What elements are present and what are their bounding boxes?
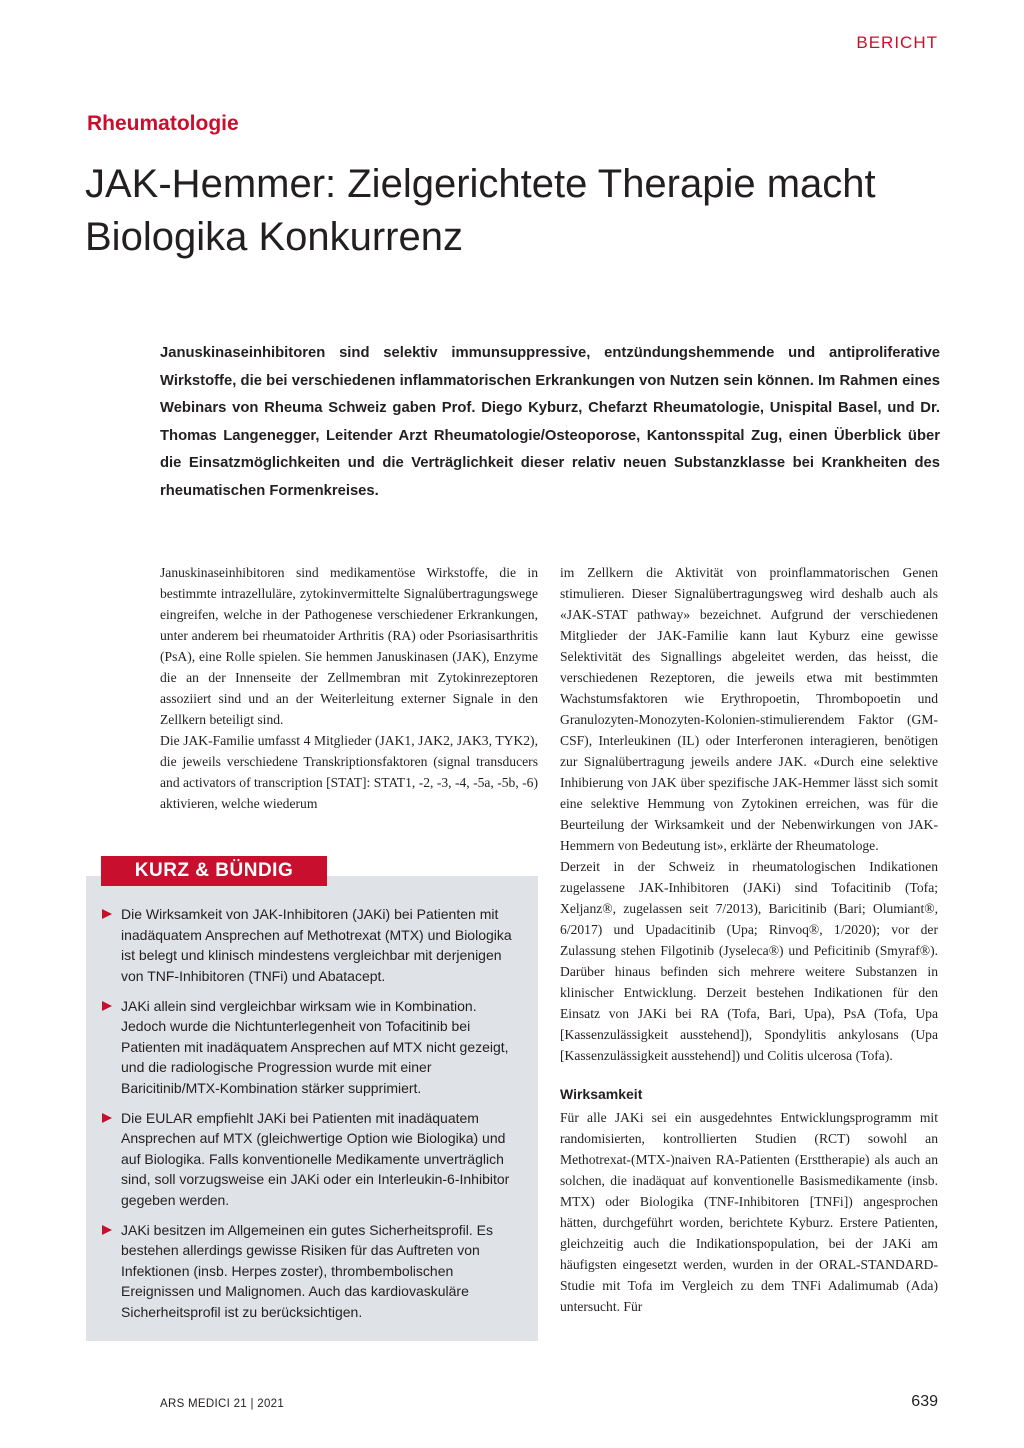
body-paragraph: Januskinaseinhibitoren sind medikamentöse Wirkstoffe, die in bestimmte intrazelluläre, zytokinvermittelte Signalübertragungswege eingreifen, welche in der Pathogenese verschiedener Erkrankungen, unter anderem bei rheumatoider Arthritis (RA) oder Psoriasisarthritis (PsA), eine Rolle spielen. Sie hemmen Januskinasen (JAK), Enzyme die an der Innenseite der Zellmembran mit Zytokinrezeptoren assoziiert sind und an der Weiterleitung externer Signale in den Zellkern beteiligt sind. <box>160 565 538 727</box>
triangle-right-icon <box>102 1113 112 1123</box>
body-paragraph: Derzeit in der Schweiz in rheumatologischen Indikationen zugelassene JAK-Inhibitoren (JAKi) sind Tofacitinib (Tofa; Xeljanz®, zugelassen seit 7/2013), Baricitinib (Bari; Olumiant®, 6/2017) und Upadacitinib (Upa; Rinvoq®, 1/2020); vor der Zulassung stehen Filgotinib (Jyseleca®) und Peficitinib (Smyraf®). Darüber hinaus befinden sich mehrere weitere Substanzen in klinischer Entwicklung. Derzeit bestehen Indikationen für den Einsatz von JAKi bei RA (Tofa, Bari, Upa), PsA (Tofa, Upa [Kassenzulässigkeit ausstehend]), Spondylitis ankylosans (Upa [Kassenzulässigkeit ausstehend]) und Colitis ulcerosa (Tofa). <box>560 859 938 1063</box>
triangle-right-icon <box>102 909 112 919</box>
triangle-right-icon <box>102 1225 112 1235</box>
triangle-right-icon <box>102 1001 112 1011</box>
summary-item-text: Die Wirksamkeit von JAK-Inhibitoren (JAKi) bei Patienten mit inadäquatem Ansprechen auf Methotrexat (MTX) und Biologika ist belegt und klinisch mindestens vergleichbar mit derjenigen von TNF-Inhibitoren (TNFi) und Abatacept. <box>121 906 512 984</box>
article-lead: Januskinaseinhibitoren sind selektiv immunsuppressive, entzündungshemmende und antiproliferative Wirkstoffe, die bei verschiedenen inflammatorischen Erkrankungen von Nutzen sein können. Im Rahmen eines Webinars von Rheuma Schweiz gaben Prof. Diego Kyburz, Chefarzt Rheumatologie, Unispital Basel, und Dr. Thomas Langenegger, Leitender Arzt Rheumatologie/Osteoporose, Kantonsspital Zug, einen Überblick über die Einsatzmöglichkeiten und die Verträglichkeit dieser relativ neuen Substanzklasse bei Krankheiten des rheumatischen Formenkreises. <box>160 345 940 499</box>
summary-heading: KURZ & BÜNDIG <box>101 856 327 886</box>
article-rubric: Rheumatologie <box>87 112 239 135</box>
summary-item-text: Die EULAR empfiehlt JAKi bei Patienten mit inadäquatem Ansprechen auf MTX (gleichwertige Option wie Biologika) und auf Biologika. Falls konventionelle Medikamente unverträglich sind, soll vorzugsweise ein JAKi oder ein Interleukin-6-Inhibitor gegeben werden. <box>121 1109 510 1208</box>
summary-list <box>102 904 516 1332</box>
page-number: 639 <box>911 1393 938 1410</box>
summary-item <box>102 996 516 1099</box>
body-paragraph: Die JAK-Familie umfasst 4 Mitglieder (JAK1, JAK2, JAK3, TYK2), die jeweils verschiedene Transkriptionsfaktoren (signal transducers and activators of transcription [STAT]: STAT1, -2, -3, -4, -5a, -5b, -6) aktivieren, welche wiederum <box>160 733 538 811</box>
body-paragraph: im Zellkern die Aktivität von proinflammatorischen Genen stimulieren. Dieser Signalübertragungsweg wird deshalb auch als «JAK-STAT pathway» bezeichnet. Aufgrund der verschiedenen Mitglieder der JAK-Familie kann laut Kyburz eine gewisse Selektivität des Signallings abgeleitet werden, das heisst, die verschiedenen Rezeptoren, die jeweils etwa mit bestimmten Wachstumsfaktoren wie Erythropoetin, Thrombopoetin und Granulozyten-Monozyten-Kolonien-stimulierendem Faktor (GM-CSF), Interleukinen (IL) oder Interferonen interagieren, benötigen zur Signalübertragung jeweils andere JAK. «Durch eine selektive Inhibierung von JAK über spezifische JAK-Hemmer lässt sich somit eine selektive Hemmung von Zytokinen erreichen, was für die Beurteilung der Wirksamkeit und der Nebenwirkungen von JAK-Hemmern von Bedeutung ist», erklärte der Rheumatologe. <box>560 565 938 853</box>
body-paragraph: Für alle JAKi sei ein ausgedehntes Entwicklungsprogramm mit randomisierten, kontrollierten Studien (RCT) sowohl an Methotrexat-(MTX-)naiven RA-Patienten (Ersttherapie) als auch an solchen, die inadäquat auf konventionelle Basismedikamente (insb. MTX) oder Biologika (TNF-Inhibitoren [TNFi]) angesprochen hätten, durchgeführt worden, berichtete Kyburz. Erstere Patienten, gleichzeitig auch die Indikationspopulation, bei der JAKi am häufigsten eingesetzt werden, wurden in der ORAL-STANDARD-Studie mit Tofa im Vergleich zu dem TNFi Adalimumab (Ada) untersucht. Für <box>560 1110 938 1314</box>
left-column <box>160 562 538 852</box>
summary-item <box>102 904 516 986</box>
footer-journal: ARS MEDICI 21 | 2021 <box>160 1398 285 1410</box>
section-tag: BERICHT <box>856 33 938 52</box>
summary-item-text: JAKi besitzen im Allgemeinen ein gutes Sicherheitsprofil. Es bestehen allerdings gewisse Risiken für das Auftreten von Infektionen (insb. Herpes zoster), thrombembolischen Ereignissen und Malignomen. Auch das kardiovaskuläre Sicherheitsprofil ist zu berücksichtigen. <box>121 1221 493 1320</box>
article-title: JAK-Hemmer: Zielgerichtete Therapie macht Biologika Konkurrenz <box>85 162 876 259</box>
summary-item-text: JAKi allein sind vergleichbar wirksam wie in Kombination. Jedoch wurde die Nichtunterlegenheit von Tofacitinib bei Patienten mit inadäquatem Ansprechen auf MTX nicht gezeigt, und die radiologische Progression wurde mit einer Baricitinib/MTX-Kombination stärker supprimiert. <box>121 997 509 1096</box>
summary-item <box>102 1220 516 1323</box>
right-column <box>560 562 938 1317</box>
summary-item <box>102 1108 516 1211</box>
section-subheading: Wirksamkeit <box>560 1086 643 1102</box>
